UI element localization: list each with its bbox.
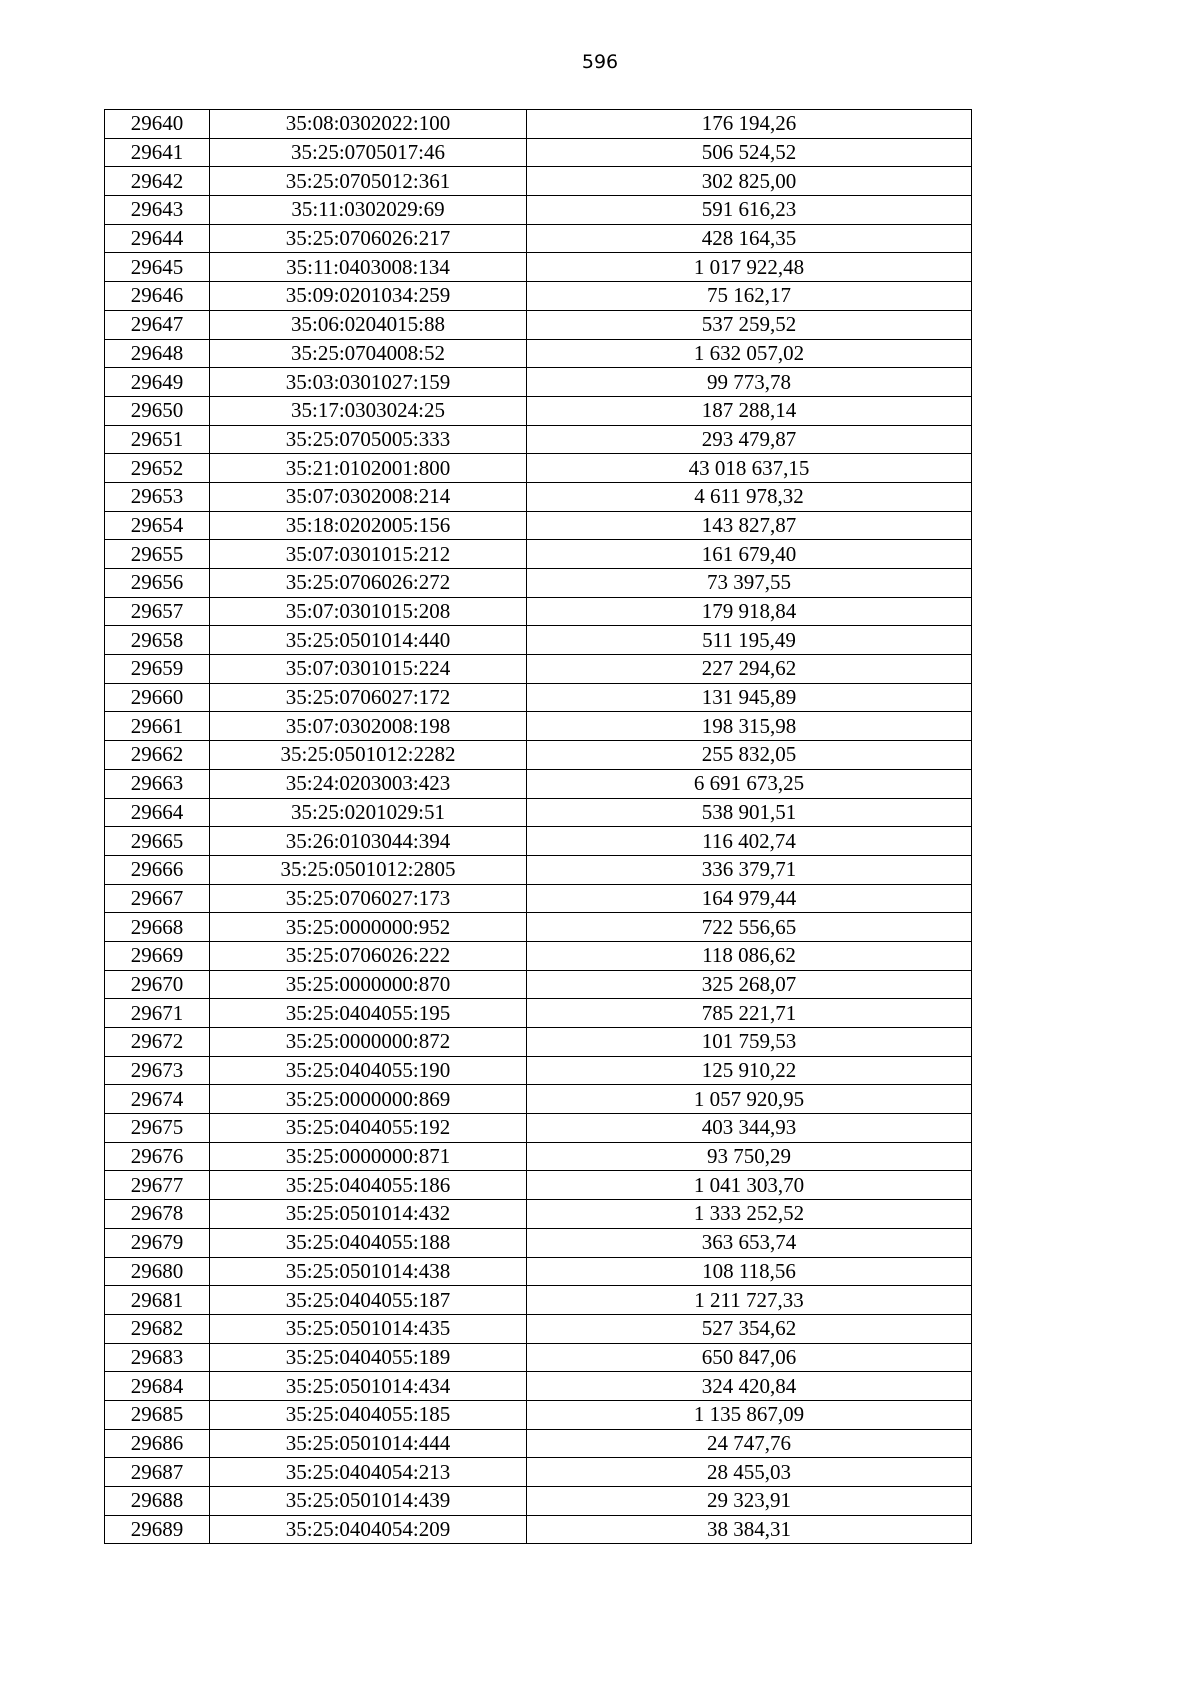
table-row	[105, 1228, 972, 1257]
table-row	[105, 339, 972, 368]
row-number-cell: 29656	[105, 569, 210, 598]
cadastral-number-cell: 35:25:0000000:871	[210, 1142, 527, 1171]
cadastral-number-cell: 35:25:0501014:444	[210, 1429, 527, 1458]
row-number-cell: 29676	[105, 1142, 210, 1171]
value-cell: 1 135 867,09	[527, 1400, 972, 1429]
row-number-cell: 29648	[105, 339, 210, 368]
row-number-cell: 29657	[105, 597, 210, 626]
table-row	[105, 1056, 972, 1085]
cadastral-number-cell: 35:25:0404055:186	[210, 1171, 527, 1200]
row-number-cell: 29652	[105, 454, 210, 483]
cadastral-number-cell: 35:07:0302008:214	[210, 482, 527, 511]
cadastral-number-cell: 35:25:0404055:185	[210, 1400, 527, 1429]
table-row	[105, 282, 972, 311]
row-number-cell: 29658	[105, 626, 210, 655]
value-cell: 118 086,62	[527, 941, 972, 970]
cadastral-number-cell: 35:25:0705005:333	[210, 425, 527, 454]
table-row	[105, 138, 972, 167]
value-cell: 302 825,00	[527, 167, 972, 196]
table-row	[105, 540, 972, 569]
value-cell: 6 691 673,25	[527, 769, 972, 798]
value-cell: 506 524,52	[527, 138, 972, 167]
table-row	[105, 1114, 972, 1143]
cadastral-number-cell: 35:25:0501012:2805	[210, 855, 527, 884]
row-number-cell: 29651	[105, 425, 210, 454]
value-cell: 227 294,62	[527, 655, 972, 684]
cadastral-number-cell: 35:25:0705017:46	[210, 138, 527, 167]
page-number: 596	[581, 51, 619, 73]
value-cell: 161 679,40	[527, 540, 972, 569]
table-row	[105, 597, 972, 626]
cadastral-number-cell: 35:25:0704008:52	[210, 339, 527, 368]
cadastral-number-cell: 35:11:0302029:69	[210, 196, 527, 225]
cadastral-number-cell: 35:25:0000000:870	[210, 970, 527, 999]
row-number-cell: 29683	[105, 1343, 210, 1372]
cadastral-number-cell: 35:09:0201034:259	[210, 282, 527, 311]
value-cell: 428 164,35	[527, 224, 972, 253]
row-number-cell: 29679	[105, 1228, 210, 1257]
cadastral-number-cell: 35:25:0404055:190	[210, 1056, 527, 1085]
value-cell: 4 611 978,32	[527, 482, 972, 511]
row-number-cell: 29665	[105, 827, 210, 856]
cadastral-number-cell: 35:17:0303024:25	[210, 396, 527, 425]
cadastral-number-cell: 35:07:0302008:198	[210, 712, 527, 741]
value-cell: 176 194,26	[527, 110, 972, 139]
row-number-cell: 29667	[105, 884, 210, 913]
cadastral-number-cell: 35:18:0202005:156	[210, 511, 527, 540]
row-number-cell: 29660	[105, 683, 210, 712]
table-row	[105, 1257, 972, 1286]
row-number-cell: 29670	[105, 970, 210, 999]
table-row	[105, 827, 972, 856]
row-number-cell: 29644	[105, 224, 210, 253]
table-body	[105, 110, 972, 1544]
value-cell: 255 832,05	[527, 741, 972, 770]
value-cell: 538 901,51	[527, 798, 972, 827]
value-cell: 108 118,56	[527, 1257, 972, 1286]
cadastral-number-cell: 35:25:0404055:189	[210, 1343, 527, 1372]
row-number-cell: 29673	[105, 1056, 210, 1085]
value-cell: 1 211 727,33	[527, 1286, 972, 1315]
value-cell: 403 344,93	[527, 1114, 972, 1143]
value-cell: 28 455,03	[527, 1458, 972, 1487]
cadastral-number-cell: 35:25:0000000:952	[210, 913, 527, 942]
value-cell: 591 616,23	[527, 196, 972, 225]
row-number-cell: 29669	[105, 941, 210, 970]
table-row	[105, 1200, 972, 1229]
cadastral-number-cell: 35:25:0706026:217	[210, 224, 527, 253]
cadastral-number-cell: 35:08:0302022:100	[210, 110, 527, 139]
cadastral-number-cell: 35:26:0103044:394	[210, 827, 527, 856]
row-number-cell: 29655	[105, 540, 210, 569]
row-number-cell: 29680	[105, 1257, 210, 1286]
row-number-cell: 29647	[105, 310, 210, 339]
value-cell: 125 910,22	[527, 1056, 972, 1085]
cadastral-number-cell: 35:07:0301015:224	[210, 655, 527, 684]
table-row	[105, 1314, 972, 1343]
table-row	[105, 1429, 972, 1458]
cadastral-number-cell: 35:07:0301015:212	[210, 540, 527, 569]
cadastral-number-cell: 35:25:0000000:872	[210, 1028, 527, 1057]
table-row	[105, 1028, 972, 1057]
row-number-cell: 29653	[105, 482, 210, 511]
row-number-cell: 29684	[105, 1372, 210, 1401]
value-cell: 24 747,76	[527, 1429, 972, 1458]
value-cell: 99 773,78	[527, 368, 972, 397]
value-cell: 324 420,84	[527, 1372, 972, 1401]
table-row	[105, 941, 972, 970]
table-row	[105, 110, 972, 139]
row-number-cell: 29642	[105, 167, 210, 196]
row-number-cell: 29677	[105, 1171, 210, 1200]
table-row	[105, 1400, 972, 1429]
row-number-cell: 29681	[105, 1286, 210, 1315]
cadastral-number-cell: 35:11:0403008:134	[210, 253, 527, 282]
table-row	[105, 741, 972, 770]
value-cell: 1 632 057,02	[527, 339, 972, 368]
row-number-cell: 29663	[105, 769, 210, 798]
row-number-cell: 29661	[105, 712, 210, 741]
cadastral-number-cell: 35:24:0203003:423	[210, 769, 527, 798]
table-row	[105, 569, 972, 598]
data-table-container	[104, 109, 972, 1544]
table-row	[105, 1372, 972, 1401]
row-number-cell: 29654	[105, 511, 210, 540]
cadastral-number-cell: 35:07:0301015:208	[210, 597, 527, 626]
row-number-cell: 29688	[105, 1487, 210, 1516]
cadastral-number-cell: 35:25:0706027:173	[210, 884, 527, 913]
value-cell: 75 162,17	[527, 282, 972, 311]
table-row	[105, 626, 972, 655]
value-cell: 785 221,71	[527, 999, 972, 1028]
row-number-cell: 29650	[105, 396, 210, 425]
table-row	[105, 712, 972, 741]
cadastral-number-cell: 35:25:0501012:2282	[210, 741, 527, 770]
table-row	[105, 855, 972, 884]
table-row	[105, 1142, 972, 1171]
table-row	[105, 913, 972, 942]
cadastral-number-cell: 35:25:0404054:209	[210, 1515, 527, 1544]
value-cell: 116 402,74	[527, 827, 972, 856]
cadastral-number-cell: 35:25:0000000:869	[210, 1085, 527, 1114]
table-row	[105, 1343, 972, 1372]
cadastral-number-cell: 35:25:0705012:361	[210, 167, 527, 196]
row-number-cell: 29641	[105, 138, 210, 167]
row-number-cell: 29672	[105, 1028, 210, 1057]
value-cell: 1 041 303,70	[527, 1171, 972, 1200]
table-row	[105, 368, 972, 397]
cadastral-number-cell: 35:25:0404055:187	[210, 1286, 527, 1315]
row-number-cell: 29686	[105, 1429, 210, 1458]
value-cell: 38 384,31	[527, 1515, 972, 1544]
value-cell: 363 653,74	[527, 1228, 972, 1257]
table-row	[105, 253, 972, 282]
table-row	[105, 224, 972, 253]
table-row	[105, 1171, 972, 1200]
table-row	[105, 196, 972, 225]
row-number-cell: 29687	[105, 1458, 210, 1487]
value-cell: 73 397,55	[527, 569, 972, 598]
table-row	[105, 511, 972, 540]
value-cell: 29 323,91	[527, 1487, 972, 1516]
row-number-cell: 29671	[105, 999, 210, 1028]
table-row	[105, 310, 972, 339]
row-number-cell: 29659	[105, 655, 210, 684]
table-row	[105, 1286, 972, 1315]
data-table	[104, 109, 972, 1544]
cadastral-number-cell: 35:25:0404054:213	[210, 1458, 527, 1487]
table-row	[105, 769, 972, 798]
value-cell: 1 017 922,48	[527, 253, 972, 282]
value-cell: 131 945,89	[527, 683, 972, 712]
value-cell: 511 195,49	[527, 626, 972, 655]
value-cell: 93 750,29	[527, 1142, 972, 1171]
row-number-cell: 29666	[105, 855, 210, 884]
cadastral-number-cell: 35:25:0404055:195	[210, 999, 527, 1028]
row-number-cell: 29640	[105, 110, 210, 139]
value-cell: 179 918,84	[527, 597, 972, 626]
value-cell: 101 759,53	[527, 1028, 972, 1057]
table-row	[105, 683, 972, 712]
value-cell: 325 268,07	[527, 970, 972, 999]
cadastral-number-cell: 35:06:0204015:88	[210, 310, 527, 339]
table-row	[105, 655, 972, 684]
table-row	[105, 1458, 972, 1487]
table-row	[105, 482, 972, 511]
cadastral-number-cell: 35:03:0301027:159	[210, 368, 527, 397]
table-row	[105, 1487, 972, 1516]
row-number-cell: 29678	[105, 1200, 210, 1229]
row-number-cell: 29682	[105, 1314, 210, 1343]
table-row	[105, 970, 972, 999]
cadastral-number-cell: 35:25:0501014:440	[210, 626, 527, 655]
cadastral-number-cell: 35:25:0706026:222	[210, 941, 527, 970]
table-row	[105, 798, 972, 827]
row-number-cell: 29675	[105, 1114, 210, 1143]
value-cell: 143 827,87	[527, 511, 972, 540]
cadastral-number-cell: 35:25:0706027:172	[210, 683, 527, 712]
table-row	[105, 999, 972, 1028]
table-row	[105, 1515, 972, 1544]
table-row	[105, 167, 972, 196]
value-cell: 336 379,71	[527, 855, 972, 884]
value-cell: 722 556,65	[527, 913, 972, 942]
row-number-cell: 29668	[105, 913, 210, 942]
row-number-cell: 29646	[105, 282, 210, 311]
table-row	[105, 884, 972, 913]
cadastral-number-cell: 35:25:0501014:432	[210, 1200, 527, 1229]
value-cell: 537 259,52	[527, 310, 972, 339]
value-cell: 198 315,98	[527, 712, 972, 741]
cadastral-number-cell: 35:25:0501014:435	[210, 1314, 527, 1343]
table-row	[105, 454, 972, 483]
cadastral-number-cell: 35:25:0201029:51	[210, 798, 527, 827]
row-number-cell: 29645	[105, 253, 210, 282]
row-number-cell: 29689	[105, 1515, 210, 1544]
row-number-cell: 29662	[105, 741, 210, 770]
value-cell: 1 057 920,95	[527, 1085, 972, 1114]
cadastral-number-cell: 35:25:0501014:434	[210, 1372, 527, 1401]
row-number-cell: 29649	[105, 368, 210, 397]
value-cell: 293 479,87	[527, 425, 972, 454]
row-number-cell: 29674	[105, 1085, 210, 1114]
row-number-cell: 29643	[105, 196, 210, 225]
cadastral-number-cell: 35:25:0404055:188	[210, 1228, 527, 1257]
cadastral-number-cell: 35:25:0706026:272	[210, 569, 527, 598]
value-cell: 187 288,14	[527, 396, 972, 425]
value-cell: 1 333 252,52	[527, 1200, 972, 1229]
row-number-cell: 29664	[105, 798, 210, 827]
table-row	[105, 396, 972, 425]
row-number-cell: 29685	[105, 1400, 210, 1429]
cadastral-number-cell: 35:25:0501014:438	[210, 1257, 527, 1286]
value-cell: 164 979,44	[527, 884, 972, 913]
table-row	[105, 1085, 972, 1114]
table-row	[105, 425, 972, 454]
cadastral-number-cell: 35:25:0501014:439	[210, 1487, 527, 1516]
value-cell: 43 018 637,15	[527, 454, 972, 483]
cadastral-number-cell: 35:21:0102001:800	[210, 454, 527, 483]
value-cell: 650 847,06	[527, 1343, 972, 1372]
value-cell: 527 354,62	[527, 1314, 972, 1343]
cadastral-number-cell: 35:25:0404055:192	[210, 1114, 527, 1143]
